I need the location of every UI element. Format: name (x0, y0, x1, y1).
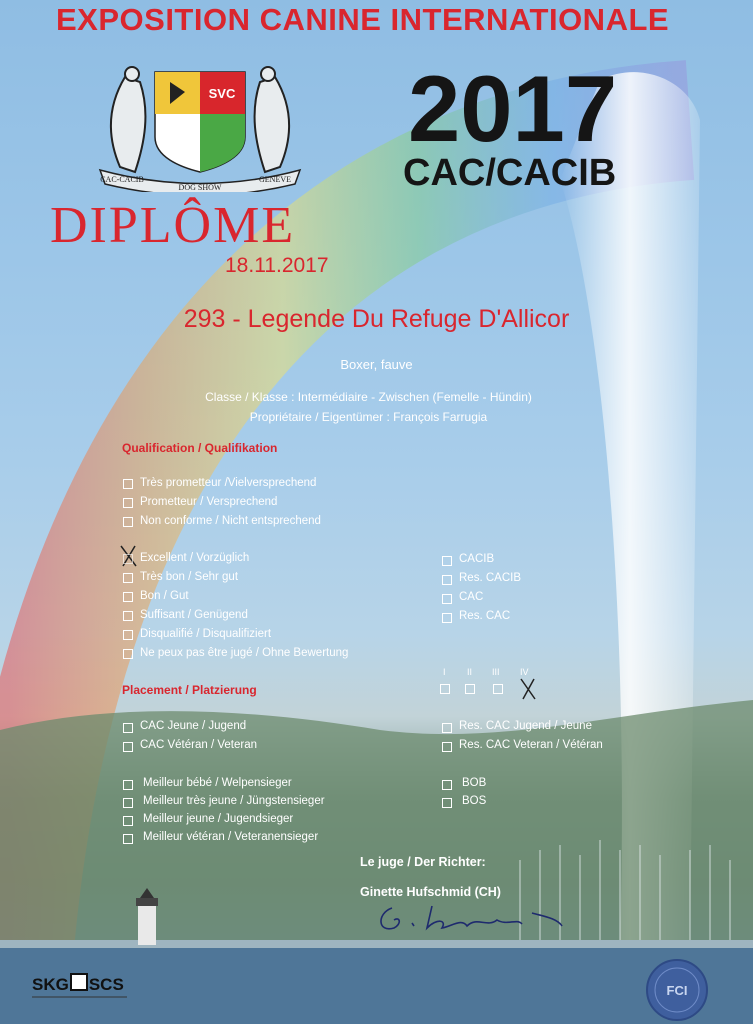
checkbox[interactable] (123, 780, 133, 790)
exhibition-title: EXPOSITION CANINE INTERNATIONALE (56, 2, 670, 37)
checkbox[interactable] (123, 798, 133, 808)
checkbox[interactable] (123, 816, 133, 826)
rank-label: III (492, 667, 500, 677)
qualification-option: Non conforme / Nicht entsprechend (140, 515, 321, 527)
logo-right-text: SCS (88, 975, 124, 994)
checkbox[interactable] (442, 556, 452, 566)
qualification-option: Très bon / Sehr gut (140, 571, 239, 583)
title-option: CAC (459, 591, 484, 603)
dog-breed: Boxer, fauve (340, 357, 413, 372)
rank-label: II (467, 667, 473, 677)
qualification-option: Ne peux pas être jugé / Ohne Bewertung (140, 647, 349, 659)
qualification-option: Disqualifié / Disqualifiziert (140, 628, 272, 640)
qualification-option: Très prometteur /Vielversprechend (140, 477, 317, 489)
checkbox-excellent[interactable] (123, 554, 133, 564)
best-option: BOS (462, 795, 487, 807)
placement-option: CAC Jeune / Jugend (140, 720, 247, 732)
checkbox[interactable] (442, 594, 452, 604)
title-option: CACIB (459, 553, 495, 565)
checkbox-rank-3[interactable] (493, 684, 503, 694)
show-date: 18.11.2017 (225, 254, 329, 277)
owner-line: Propriétaire / Eigentümer : François Farrugia (249, 410, 488, 424)
crest-banner-right: GENEVE (259, 175, 291, 184)
checkbox-rank-2[interactable] (465, 684, 475, 694)
crest-shield-label: SVC (208, 86, 236, 101)
qualification-option: Bon / Gut (140, 590, 189, 602)
checkbox[interactable] (123, 611, 133, 621)
checkbox[interactable] (442, 613, 452, 623)
placement-option: Res. CAC Jugend / Jeune (459, 720, 592, 732)
checkbox[interactable] (123, 630, 133, 640)
year-heading: 2017 (408, 56, 618, 161)
crest-banner-center: DOG SHOW (178, 183, 222, 192)
titles-heading: CAC/CACIB (403, 152, 617, 194)
judge-label: Le juge / Der Richter: (360, 855, 486, 869)
best-option: Meilleur jeune / Jugendsieger (143, 813, 294, 825)
skg-scs-logo (32, 973, 124, 995)
checkbox[interactable] (123, 517, 133, 527)
best-option: Meilleur bébé / Welpensieger (143, 777, 292, 789)
qualification-option: Prometteur / Versprechend (140, 496, 278, 508)
qualification-option: Suffisant / Genügend (140, 609, 248, 621)
checkbox[interactable] (442, 723, 452, 733)
judge-name: Ginette Hufschmid (CH) (360, 885, 501, 899)
best-option: Meilleur très jeune / Jüngstensieger (143, 795, 325, 807)
diploma-heading: DIPLÔME (50, 197, 296, 254)
placement-option: Res. CAC Veteran / Vétéran (459, 739, 603, 751)
fci-seal-label: FCI (666, 983, 688, 998)
svc-crest-logo (90, 62, 310, 192)
logo-left-text: SKG (32, 975, 69, 994)
qualification-option: Excellent / Vorzüglich (140, 552, 250, 564)
fci-seal (645, 958, 709, 1022)
checkbox[interactable] (123, 498, 133, 508)
crest-banner-left: CAC-CACIB (100, 175, 144, 184)
rank-label: I (443, 667, 446, 677)
checkbox[interactable] (123, 834, 133, 844)
placement-option: CAC Vétéran / Veteran (140, 739, 257, 751)
best-option: Meilleur vétéran / Veteranensieger (143, 831, 319, 843)
checkbox[interactable] (442, 798, 452, 808)
qualification-heading: Qualification / Qualifikation (122, 441, 278, 455)
checkbox[interactable] (123, 742, 133, 752)
checkbox[interactable] (123, 479, 133, 489)
checkbox-rank-1[interactable] (440, 684, 450, 694)
dog-title: 293 - Legende Du Refuge D'Allicor (183, 305, 570, 333)
checkbox[interactable] (123, 723, 133, 733)
checkbox[interactable] (123, 592, 133, 602)
rank-label: IV (520, 667, 529, 677)
best-option: BOB (462, 777, 487, 789)
checkbox[interactable] (442, 780, 452, 790)
checkbox[interactable] (442, 742, 452, 752)
checkbox[interactable] (442, 575, 452, 585)
judge-signature (372, 898, 572, 938)
pier (0, 940, 753, 948)
title-option: Res. CACIB (459, 572, 521, 584)
logo-underline (32, 996, 127, 998)
placement-heading: Placement / Platzierung (122, 683, 257, 697)
class-line: Classe / Klasse : Intermédiaire - Zwischen (Femelle - Hündin) (205, 390, 532, 404)
checkbox[interactable] (123, 649, 133, 659)
swiss-cross-icon (70, 973, 88, 991)
checked-mark-icon (518, 677, 538, 701)
title-option: Res. CAC (459, 610, 511, 622)
checkbox[interactable] (123, 573, 133, 583)
